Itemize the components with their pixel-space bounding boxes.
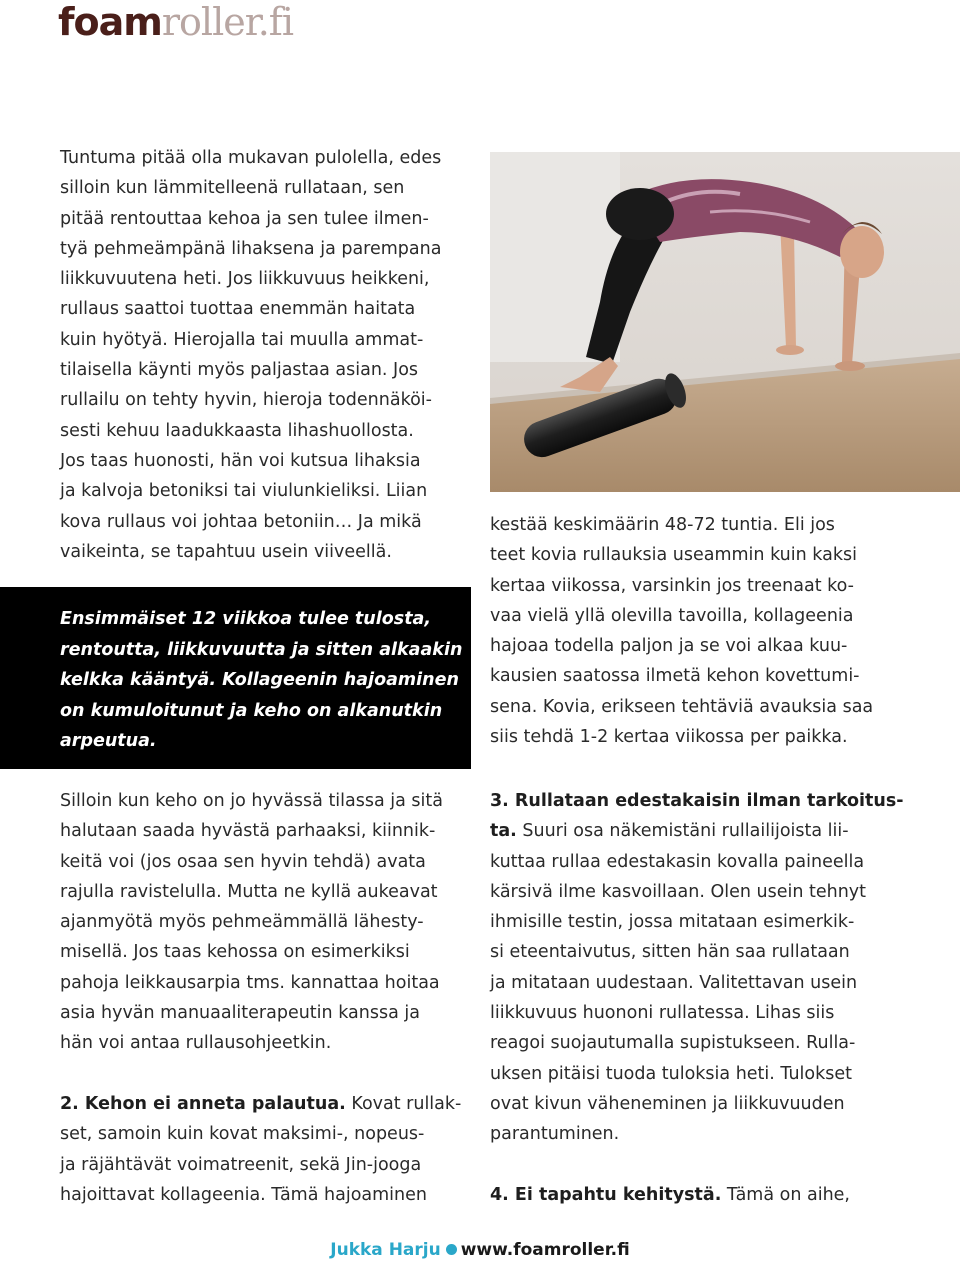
text-line: vaikeinta, se tapahtuu usein viiveellä. bbox=[60, 541, 392, 562]
text-line: Silloin kun keho on jo hyvässä tilassa ja sitä bbox=[60, 791, 443, 811]
text-line: rajulla ravistelulla. Mutta ne kyllä aukeavat bbox=[60, 881, 438, 902]
section-2-heading: 2. Kehon ei anneta palautua. bbox=[60, 1093, 346, 1114]
text-line: Tuntuma pitää olla mukavan pulolella, edes bbox=[60, 148, 442, 168]
text-line: vaa vielä yllä olevilla tavoilla, kollageenia bbox=[490, 605, 854, 626]
text-line: liikkuvuutena heti. Jos liikkuvuus heikkeni, bbox=[60, 269, 430, 290]
section-4-line: 4. Ei tapahtu kehitystä. Tämä on aihe, bbox=[490, 1184, 850, 1205]
footer-author: Jukka Harju bbox=[330, 1240, 441, 1260]
text-line: hän voi antaa rullausohjeetkin. bbox=[60, 1033, 332, 1054]
right-column-sections bbox=[490, 786, 930, 1210]
section-4-heading: 4. Ei tapahtu kehitystä. bbox=[490, 1184, 722, 1205]
text-line: pitää rentouttaa kehoa ja sen tulee ilmen- bbox=[60, 208, 429, 229]
text-line: kestää keskimäärin 48-72 tuntia. Eli jos bbox=[490, 515, 835, 535]
text-line: set, samoin kuin kovat maksimi-, nopeus- bbox=[60, 1124, 425, 1145]
footer-website: www.foamroller.fi bbox=[460, 1240, 630, 1260]
pull-quote-box bbox=[0, 587, 471, 769]
text-line: si eteentaivutus, sitten hän saa rullataan bbox=[490, 942, 850, 963]
text-line: pahoja leikkausarpia tms. kannattaa hoitaa bbox=[60, 972, 440, 993]
foam-roller-exercise-photo bbox=[490, 152, 960, 492]
section-2-first-line: 2. Kehon ei anneta palautua. Kovat rullak- bbox=[60, 1093, 462, 1114]
intro-paragraph bbox=[60, 143, 480, 567]
right-column-text bbox=[490, 510, 930, 752]
text-line: sesti kehuu laadukkaasta lihashuollosta. bbox=[60, 420, 414, 441]
quote-line: kelkka kääntyä. Kollageenin hajoaminen bbox=[60, 670, 459, 690]
text-line: kertaa viikossa, varsinkin jos treenaat ko- bbox=[490, 575, 854, 596]
pull-quote bbox=[60, 604, 465, 757]
text-line: halutaan saada hyvästä parhaaksi, kiinnik- bbox=[60, 821, 436, 842]
text-line: hajoittavat kollageenia. Tämä hajoaminen bbox=[60, 1184, 427, 1205]
text-line: sena. Kovia, erikseen tehtäviä avauksia saa bbox=[490, 696, 874, 717]
text-line: teet kovia rullauksia useammin kuin kaksi bbox=[490, 545, 857, 566]
site-logo bbox=[58, 2, 293, 42]
text-line: rullailu on tehty hyvin, hieroja todennäköi- bbox=[60, 390, 432, 411]
text-line: kuttaa rullaa edestakasin kovalla paineella bbox=[490, 851, 865, 872]
text-line: ja kalvoja betoniksi tai viulunkieliksi. Liian bbox=[60, 481, 428, 502]
text-line: reagoi suojautumalla supistukseen. Rulla- bbox=[490, 1033, 856, 1054]
text-line: liikkuvuus huononi rullatessa. Lihas siis bbox=[490, 1003, 835, 1024]
quote-line: rentoutta, liikkuvuutta ja sitten alkaakin bbox=[60, 639, 463, 660]
logo-light-part: roller.fi bbox=[161, 0, 294, 44]
text-line: rullaus saattoi tuottaa enemmän haitata bbox=[60, 299, 416, 320]
text-line: silloin kun lämmitelleenä rullataan, sen bbox=[60, 178, 405, 199]
text-line: uksen pitäisi tuoda tuloksia heti. Tulokset bbox=[490, 1063, 852, 1084]
section-3-heading: 3. Rullataan edestakaisin ilman tarkoitus- bbox=[490, 791, 904, 811]
quote-line: arpeutua. bbox=[60, 731, 157, 751]
text-line: kuin hyötyä. Hierojalla tai muulla ammat- bbox=[60, 329, 424, 350]
text-line: tilaisella käynti myös paljastaa asian. Jos bbox=[60, 360, 419, 381]
text-line: ovat kivun väheneminen ja liikkuvuuden bbox=[490, 1093, 845, 1114]
text-line: tyä pehmeämpänä lihaksena ja parempana bbox=[60, 238, 442, 259]
logo-bold-part: foam bbox=[58, 0, 162, 44]
text-line: kova rullaus voi johtaa betoniin… Ja mikä bbox=[60, 511, 422, 532]
text-line: parantuminen. bbox=[490, 1124, 620, 1145]
text-line: keitä voi (jos osaa sen hyvin tehdä) avata bbox=[60, 851, 426, 872]
text-line: asia hyvän manuaaliterapeutin kanssa ja bbox=[60, 1003, 420, 1024]
text-line: kausien saatossa ilmetä kehon kovettumi- bbox=[490, 666, 860, 687]
text-line: ja mitataan uudestaan. Valitettavan usein bbox=[490, 972, 858, 993]
text-line: ja räjähtävät voimatreenit, sekä Jin-jooga bbox=[60, 1154, 422, 1175]
quote-line: on kumuloitunut ja keho on alkanutkin bbox=[60, 700, 443, 721]
text-line: misellä. Jos taas kehossa on esimerkiksi bbox=[60, 942, 410, 963]
text-line: hajoaa todella paljon ja se voi alkaa kuu- bbox=[490, 636, 848, 657]
text-line: ajanmyötä myös pehmeämmällä lähesty- bbox=[60, 912, 424, 933]
left-column-text bbox=[60, 786, 480, 1210]
bullet-dot-icon bbox=[446, 1244, 457, 1255]
text-line: Jos taas huonosti, hän voi kutsua lihaksia bbox=[60, 450, 421, 471]
quote-line: Ensimmäiset 12 viikkoa tulee tulosta, bbox=[60, 609, 432, 629]
page-footer bbox=[0, 1238, 960, 1262]
text-line: kärsivä ilme kasvoillaan. Olen usein tehnyt bbox=[490, 881, 867, 902]
section-3-second-line: ta. Suuri osa näkemistäni rullailijoista lii- bbox=[490, 821, 849, 842]
text-line: ihmisille testin, jossa mitataan esimerkik- bbox=[490, 912, 855, 933]
text-line: siis tehdä 1-2 kertaa viikossa per paikka. bbox=[490, 727, 848, 748]
